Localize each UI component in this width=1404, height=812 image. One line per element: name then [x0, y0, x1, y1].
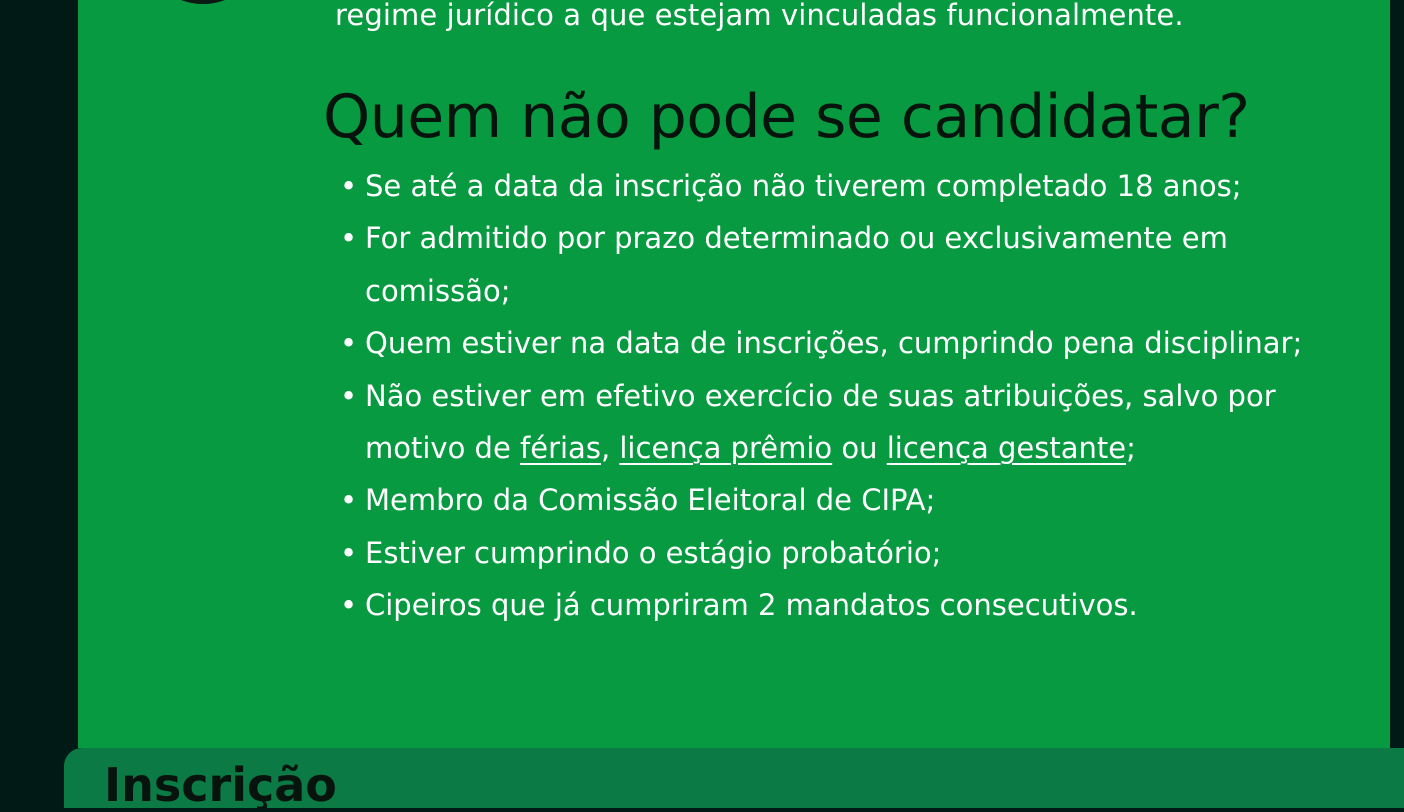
list-item [340, 212, 1360, 317]
link-licenca-gestante[interactable]: licença gestante [886, 431, 1127, 466]
list-item-text: Se até a data da inscrição não tiverem completado 18 anos; [365, 169, 1242, 203]
left-strip [0, 0, 78, 782]
link-ferias[interactable]: férias [520, 431, 601, 466]
list-item [340, 474, 1360, 526]
list-item-text: For admitido por prazo determinado ou exclusivamente em comissão; [365, 221, 1228, 308]
bullet-icon: • [340, 169, 358, 203]
list-item-text: Membro da Comissão Eleitoral de CIPA; [365, 483, 936, 518]
bullet-icon: • [340, 588, 358, 623]
list-item [340, 579, 1360, 631]
intro-text: regime jurídico a que estejam vinculadas funcionalmente. [335, 0, 1184, 32]
next-section-title: Inscrição [104, 758, 337, 812]
bullet-icon: • [340, 221, 358, 256]
link-licenca-premio[interactable]: licença prêmio [619, 431, 833, 466]
bullet-icon: • [340, 535, 358, 570]
list-item [340, 317, 1360, 369]
criteria-list [340, 160, 1360, 632]
separator-text: ou [832, 431, 887, 466]
list-item-text: Quem estiver na data de inscrições, cumprindo pena disciplinar; [365, 326, 1303, 361]
bullet-icon: • [340, 326, 358, 361]
terminator-text: ; [1126, 431, 1136, 466]
section-title: Quem não pode se candidatar? [323, 82, 1250, 152]
list-item-text: Cipeiros que já cumpriram 2 mandatos consecutivos. [365, 588, 1138, 623]
bullet-icon: • [340, 483, 358, 518]
separator-text: , [600, 431, 620, 466]
bullet-icon: • [340, 378, 358, 413]
list-item-text: Estiver cumprindo o estágio probatório; [365, 535, 942, 570]
list-item-text: Não estiver em efetivo exercício de suas atribuições, salvo por motivo de [365, 378, 1276, 466]
list-item [340, 370, 1360, 475]
list-item [340, 160, 1360, 212]
list-item [340, 527, 1360, 579]
